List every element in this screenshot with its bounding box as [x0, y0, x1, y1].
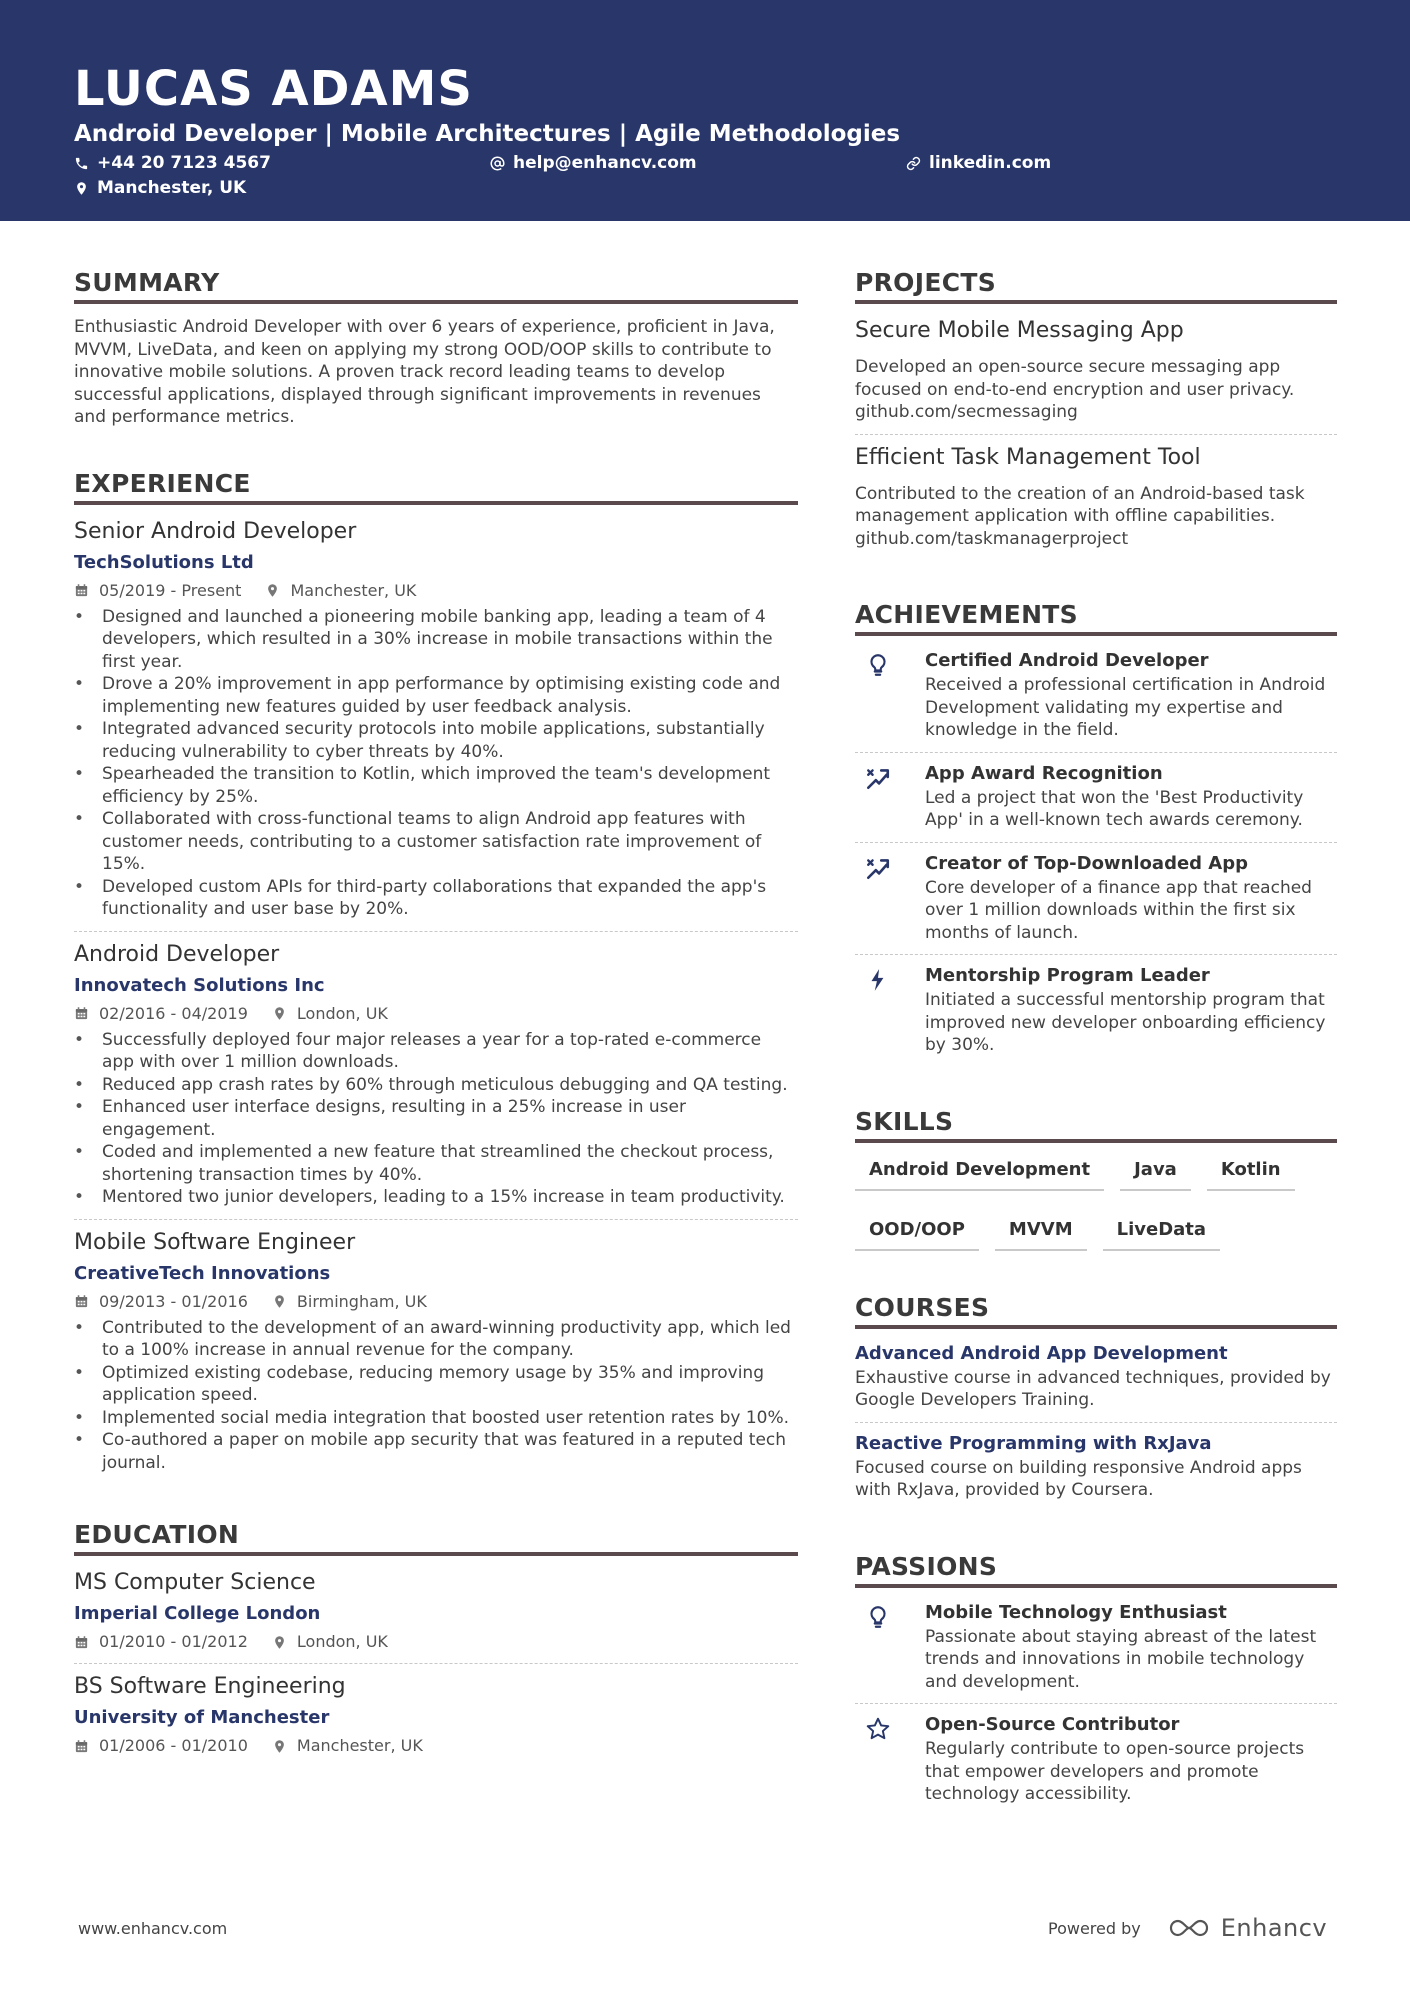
achievement-bullets [74, 1317, 798, 1475]
right-column [855, 266, 1337, 1854]
location [272, 1631, 388, 1653]
achievement-bullets [74, 606, 798, 921]
school-name: University of Manchester [74, 1707, 330, 1728]
location-text: London, UK [296, 1632, 388, 1651]
entry-body [925, 1712, 1337, 1806]
powered-by-text: Powered by [1048, 1918, 1141, 1938]
project-title: Efficient Task Management Tool [855, 444, 1201, 470]
date-location-row [74, 1291, 798, 1313]
contact-linkedin[interactable] [906, 152, 1051, 174]
star-icon [865, 1716, 891, 1742]
entry-icon-wrap [855, 648, 925, 742]
skill-tag: Kotlin [1207, 1149, 1295, 1191]
projects-section [855, 266, 1337, 560]
project-link[interactable]: github.com/taskmanagerproject [855, 528, 1129, 549]
map-pin-icon [74, 181, 89, 196]
map-pin-icon [265, 583, 280, 598]
entry-icon-wrap [855, 963, 925, 1057]
job-title: Mobile Software Engineer [74, 1229, 356, 1255]
skill-tag: Android Development [855, 1149, 1104, 1191]
project-link[interactable]: github.com/secmessaging [855, 402, 1078, 422]
passion-entry [855, 1704, 1337, 1816]
achievement-entry [855, 753, 1337, 843]
education-section [74, 1518, 798, 1767]
bullet-item: • Enhanced user interface designs, resulting in a 25% increase in user engagement. [74, 1096, 798, 1141]
project-entry [855, 316, 1337, 435]
date-location-row [74, 1003, 798, 1025]
entry-description: Core developer of a finance app that reached over 1 million downloads within the first six months of launch. [925, 877, 1312, 943]
date-range: 09/2013 - 01/2016 [99, 1291, 248, 1311]
experience-entry [74, 940, 798, 1220]
passions-section [855, 1550, 1337, 1816]
entry-title: App Award Recognition [925, 762, 1163, 784]
contact-email[interactable] [490, 152, 697, 174]
achievement-entry [855, 955, 1337, 1067]
bullet-item: • Collaborated with cross-functional teams to align Android app features with customer needs, contributing to a customer satisfaction rate improvement of 15%. [74, 808, 798, 876]
calendar-icon [74, 1635, 89, 1650]
footer-branding [1048, 1914, 1327, 1942]
education-entry [74, 1672, 798, 1767]
entry-title: Creator of Top-Downloaded App [925, 852, 1249, 874]
skill-tag: Java [1120, 1149, 1191, 1191]
courses-section [855, 1291, 1337, 1512]
entry-body [925, 761, 1337, 832]
location [265, 580, 416, 602]
courses-title: COURSES [855, 1291, 1337, 1329]
skill-tag: LiveData [1103, 1209, 1220, 1251]
degree-title: MS Computer Science [74, 1570, 316, 1595]
entry-description: Passionate about staying abreast of the latest trends and innovations in mobile technology and development. [925, 1626, 1317, 1692]
brand-name: Enhancv [1220, 1914, 1328, 1942]
bullet-item: • Spearheaded the transition to Kotlin, which improved the team's development efficiency by 25%. [74, 763, 798, 808]
achievements-list [855, 640, 1337, 1067]
location-text: Manchester, UK [97, 178, 247, 198]
projects-list [855, 316, 1337, 560]
location-text: Manchester, UK [290, 580, 417, 600]
passions-list [855, 1592, 1337, 1816]
date-range: 01/2010 - 01/2012 [99, 1632, 248, 1651]
calendar-icon [74, 1006, 89, 1021]
summary-title: SUMMARY [74, 266, 798, 304]
footer-website[interactable]: www.enhancv.com [78, 1919, 228, 1938]
phone-icon [74, 156, 89, 171]
passion-entry [855, 1592, 1337, 1705]
map-pin-icon [272, 1739, 287, 1754]
entry-icon-wrap [855, 1600, 925, 1694]
education-entry [74, 1568, 798, 1664]
experience-list [74, 517, 798, 1485]
bullet-item: • Coded and implemented a new feature that streamlined the checkout process, shortening transaction times by 40%. [74, 1141, 798, 1186]
company-name: CreativeTech Innovations [74, 1262, 331, 1284]
project-title: Secure Mobile Messaging App [855, 318, 1184, 343]
bullet-item: • Co-authored a paper on mobile app security that was featured in a reputed tech journal. [74, 1429, 798, 1474]
school-name: Imperial College London [74, 1603, 321, 1624]
location [272, 1735, 423, 1757]
lightning-icon [865, 967, 891, 993]
bullet-item: • Drove a 20% improvement in app performance by optimising existing code and implementing new features guided by user feedback analysis. [74, 673, 798, 718]
date-location-row [74, 580, 798, 602]
trend-up-icon [865, 765, 891, 791]
education-title: EDUCATION [74, 1518, 798, 1556]
projects-title: PROJECTS [855, 266, 1337, 304]
entry-icon-wrap [855, 1712, 925, 1806]
lightbulb-icon [865, 652, 891, 678]
achievements-title: ACHIEVEMENTS [855, 598, 1337, 636]
map-pin-icon [272, 1294, 287, 1309]
date-range: 05/2019 - Present [99, 580, 242, 600]
calendar-icon [74, 1739, 89, 1754]
bullet-item: • Successfully deployed four major releases a year for a top-rated e-commerce app with over 1 million downloads. [74, 1029, 798, 1074]
date-range: 02/2016 - 04/2019 [99, 1003, 248, 1023]
project-entry [855, 443, 1337, 561]
phone-text: +44 20 7123 4567 [97, 153, 271, 173]
entry-icon-wrap [855, 761, 925, 832]
linkedin-text: linkedin.com [929, 153, 1052, 173]
entry-body [925, 1600, 1337, 1694]
experience-section [74, 467, 798, 1485]
date-location-row [74, 1735, 798, 1757]
location [272, 1003, 388, 1025]
summary-section [74, 266, 798, 429]
job-title: Senior Android Developer [74, 518, 357, 544]
date-range: 01/2006 - 01/2010 [99, 1736, 248, 1755]
entry-icon-wrap [855, 851, 925, 945]
bullet-item: • Integrated advanced security protocols into mobile applications, substantially reducing vulnerability to cyber threats by 40%. [74, 718, 798, 763]
entry-title: Mobile Technology Enthusiast [925, 1601, 1227, 1623]
trend-up-icon [865, 855, 891, 881]
date-location-row [74, 1631, 798, 1653]
company-name: TechSolutions Ltd [74, 551, 254, 573]
achievement-entry [855, 640, 1337, 753]
entry-description: Received a professional certification in Android Development validating my expertise and knowledge in the field. [925, 675, 1326, 740]
entry-description: Led a project that won the 'Best Productivity App' in a well-known tech awards ceremony. [925, 787, 1304, 830]
project-description: Contributed to the creation of an Android-based task management application with offline capabilities. [855, 483, 1305, 526]
calendar-icon [74, 1294, 89, 1309]
skill-tag: OOD/OOP [855, 1209, 979, 1251]
map-pin-icon [272, 1635, 287, 1650]
summary-text: Enthusiastic Android Developer with over 6 years of experience, proficient in Java, MVVM, LiveData, and keen on applying my strong OOD/OOP skills to contribute to innovative mobile solutions. A proven track record leading teams to develop successful applications, displayed through significant improvements in revenues and performance metrics. [74, 317, 775, 427]
link-icon [906, 156, 921, 171]
skill-tag: MVVM [995, 1209, 1087, 1251]
course-entry [855, 1431, 1337, 1512]
at-sign-icon [490, 156, 505, 171]
passions-title: PASSIONS [855, 1550, 1337, 1588]
course-title: Advanced Android App Development [855, 1342, 1228, 1364]
bullet-item: • Designed and launched a pioneering mobile banking app, leading a team of 4 developers, which resulted in a 30% increase in mobile transactions within the first year. [74, 606, 798, 674]
entry-body [925, 851, 1337, 945]
achievements-section [855, 598, 1337, 1067]
entry-body [925, 963, 1337, 1057]
location-text: Manchester, UK [296, 1736, 423, 1755]
bullet-item: • Optimized existing codebase, reducing memory usage by 35% and improving application speed. [74, 1362, 798, 1407]
location-text: Birmingham, UK [296, 1291, 427, 1311]
education-list [74, 1568, 798, 1767]
course-entry [855, 1341, 1337, 1423]
experience-title: EXPERIENCE [74, 467, 798, 505]
candidate-headline: Android Developer | Mobile Architectures | Agile Methodologies [74, 121, 901, 147]
location [272, 1291, 427, 1313]
job-title: Android Developer [74, 941, 280, 967]
achievement-bullets [74, 1029, 798, 1209]
experience-entry [74, 1228, 798, 1485]
achievement-entry [855, 843, 1337, 956]
bullet-item: • Developed custom APIs for third-party collaborations that expanded the app's functionality and user base by 20%. [74, 876, 798, 921]
map-pin-icon [272, 1006, 287, 1021]
skills-list [855, 1149, 1337, 1269]
bullet-item: • Mentored two junior developers, leading to a 15% increase in team productivity. [74, 1186, 798, 1209]
lightbulb-icon [865, 1604, 891, 1630]
entry-description: Regularly contribute to open-source projects that empower developers and promote technology accessibility. [925, 1739, 1305, 1804]
bullet-item: • Implemented social media integration that boosted user retention rates by 10%. [74, 1407, 798, 1430]
calendar-icon [74, 583, 89, 598]
entry-description: Initiated a successful mentorship program that improved new developer onboarding efficiency by 30%. [925, 990, 1326, 1055]
degree-title: BS Software Engineering [74, 1674, 346, 1699]
bullet-item: • Reduced app crash rates by 60% through meticulous debugging and QA testing. [74, 1074, 798, 1097]
entry-title: Certified Android Developer [925, 650, 1209, 671]
entry-title: Mentorship Program Leader [925, 965, 1210, 986]
company-name: Innovatech Solutions Inc [74, 974, 325, 996]
contact-phone [74, 152, 271, 174]
resume-header [0, 0, 1410, 221]
course-description: Focused course on building responsive Android apps with RxJava, provided by Coursera. [855, 1457, 1302, 1500]
experience-entry [74, 517, 798, 932]
left-column [74, 266, 798, 1805]
skills-section [855, 1105, 1337, 1269]
entry-body [925, 648, 1337, 742]
entry-title: Open-Source Contributor [925, 1714, 1180, 1735]
location-text: London, UK [296, 1003, 388, 1023]
courses-list [855, 1341, 1337, 1512]
enhancv-logo-icon [1167, 1916, 1213, 1940]
candidate-name: LUCAS ADAMS [74, 61, 473, 117]
course-title: Reactive Programming with RxJava [855, 1432, 1212, 1454]
skills-title: SKILLS [855, 1105, 1337, 1143]
bullet-item: • Contributed to the development of an award-winning productivity app, which led to a 100% increase in annual revenue for the company. [74, 1317, 798, 1362]
course-description: Exhaustive course in advanced techniques, provided by Google Developers Training. [855, 1367, 1331, 1410]
contact-location [74, 177, 246, 199]
project-description: Developed an open-source secure messaging app focused on end-to-end encryption and user privacy. [855, 357, 1295, 400]
email-text: help@enhancv.com [513, 153, 697, 173]
